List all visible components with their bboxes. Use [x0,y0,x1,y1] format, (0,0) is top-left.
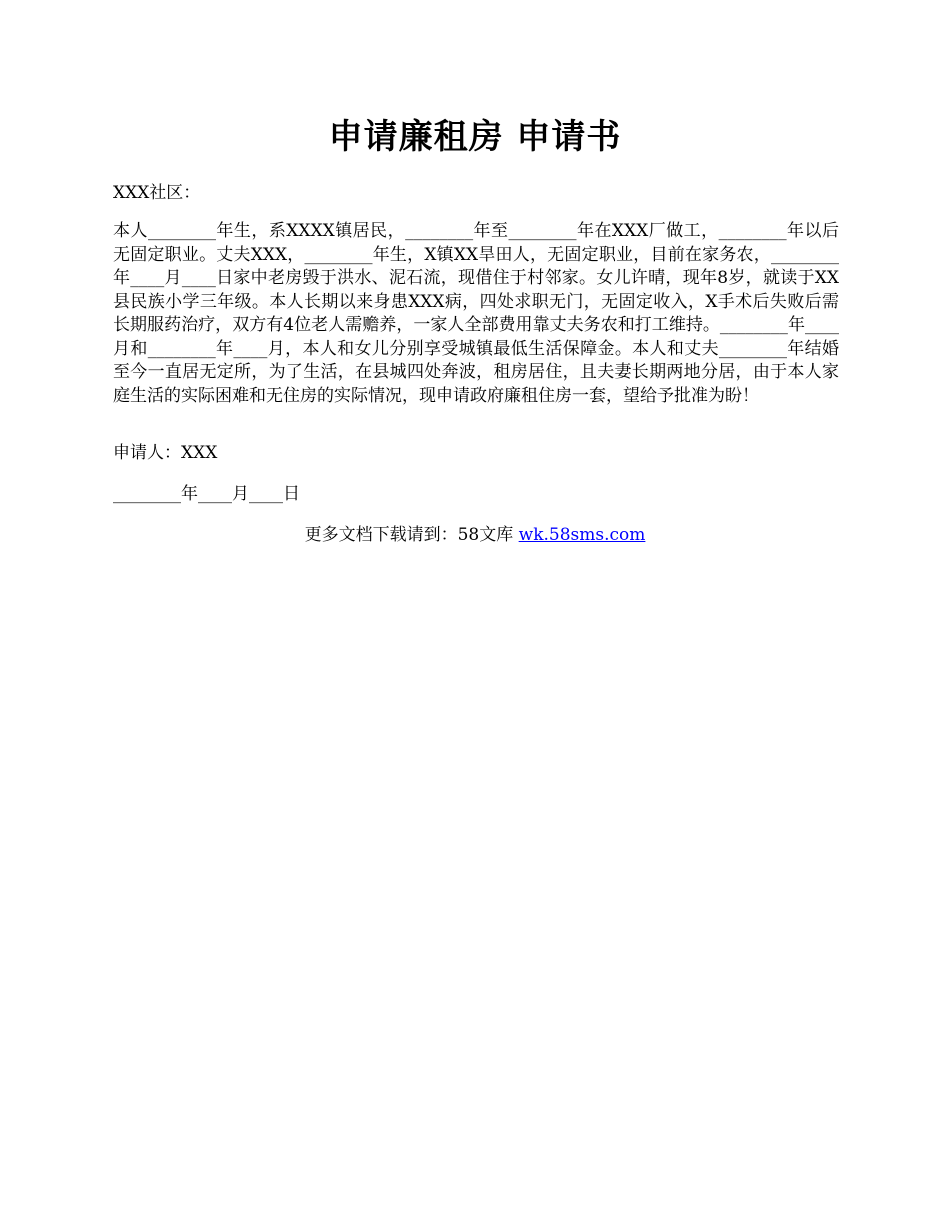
footer-link[interactable]: wk.58sms.com [518,525,646,545]
applicant-line: 申请人：XXX [113,443,218,463]
page-title: 申请廉租房 申请书 [328,117,622,157]
footer-download-note [0,523,950,547]
body-paragraph: 本人________年生，系XXXX镇居民，________年至________年在XXX厂做工，________年以后无固定职业。丈夫XXX，________年生，X镇XX旱田人，无固定职业，目前在家务农，________年____月____日家中老房毁于洪水、泥石流，现借住于村邻家。女儿许晴，现年8岁，就读于XX县民族小学三年级。本人长期以来身患XXX病，四处求职无门，无固定收入，X手术后失败后需长期服药治疗，双方有4位老人需赡养，一家人全部费用靠丈夫务农和打工维持。________年____月和________年____月，本人和女儿分别享受城镇最低生活保障金。本人和丈夫________年结婚至今一直居无定所，为了生活，在县城四处奔波，租房居住，且夫妻长期两地分居，由于本人家庭生活的实际困难和无住房的实际情况，现申请政府廉租住房一套，望给予批准为盼！ [113,221,839,406]
salutation: XXX社区： [113,183,201,203]
date-line: ________年____月____日 [113,484,300,504]
footer-prefix: 更多文档下载请到：58文库 [304,525,519,545]
